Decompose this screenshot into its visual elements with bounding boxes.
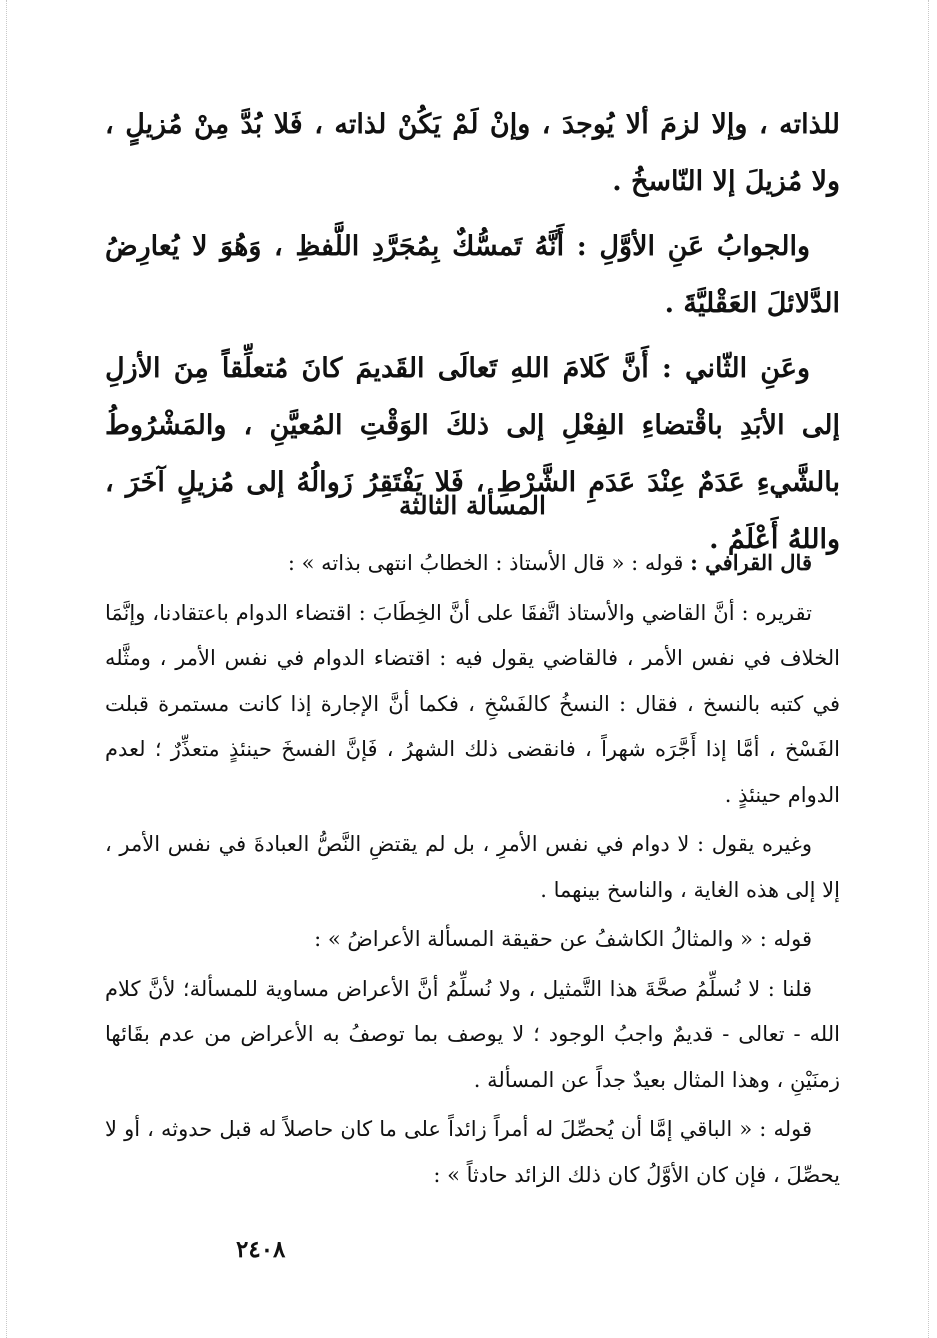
paragraph-2 <box>105 591 840 819</box>
paragraph-5-text: قلنا : لا نُسلِّمُ صحَّةَ هذا التَّمثيل ، ولا نُسلِّمُ أنَّ الأعراض مساوية للمسألة؛ لأنَّ كلام الله - تعالى - قديمٌ واجبُ الوجود ؛ لا يوصف بما توصفُ به الأعراض من عدم بقَائها زمنَيْنِ ، وهذا المثال بعيدٌ جداً عن المسألة . <box>105 976 840 1092</box>
paragraph-1 <box>105 540 840 587</box>
paragraph-5 <box>105 967 840 1104</box>
paragraph-3-text: وغيره يقول : لا دوام في نفس الأمرِ ، بل لم يقتضِ النَّصُّ العبادةَ في نفس الأمر ، إلا إلى هذه الغاية ، والناسخ بينهما . <box>105 832 840 902</box>
paragraph-1-text: قوله : « قال الأستاذ : الخطابُ انتهى بذاته » : <box>287 551 691 575</box>
paragraph-4-text: قوله : « والمثالُ الكاشفُ عن حقيقة المسألة الأعراضُ » : <box>314 927 812 951</box>
scan-edge-left <box>6 0 7 1338</box>
paragraph-6 <box>105 1107 840 1198</box>
section-heading: المسألة الثالثة <box>399 491 546 520</box>
paragraph-1-lead: قال القرافي : <box>690 550 812 575</box>
bold-paragraph-3: وعَنِ الثّاني : أَنَّ كَلامَ اللهِ تَعالَى القَديمَ كانَ مُتعلِّقاً مِنَ الأزلِ إلى الأبَدِ باقْتضاءِ الفِعْلِ إلى ذلكَ الوَقْتِ المُعيَّنِ ، والمَشْرُوطُ بالشَّيءِ عَدَمٌ عِنْدَ عَدَمِ الشَّرْطِ ، فَلا يَفْتَقِرُ زَوالُهُ إلى مُزيلٍ آخَرَ ، واللهُ أَعْلَمُ . <box>105 353 840 555</box>
body-text-section <box>105 540 840 1202</box>
bold-paragraph-1: للذاته ، وإلا لزمَ ألا يُوجدَ ، وإنْ لَمْ يَكُنْ لذاته ، فَلا بُدَّ مِنْ مُزيلٍ ، ولا مُزيلَ إلا النّاسخُ . <box>105 109 840 197</box>
paragraph-2-text: تقريره : أنَّ القاضي والأستاذ اتَّفقَا على أنَّ الخِطَابَ : اقتضاء الدوام باعتقادنا، وإنَّمَا الخلاف في نفس الأمر ، فالقاضي يقول فيه : اقتضاء الدوام في نفس الأمر ، ومثَّله في كتبه بالنسخ ، فقال : النسخُ كالفَسْخِ ، فكما أنَّ الإجارة إذا كانت مستمرة قبلت الفَسْخ ، أمَّا إذا أَجَّرَه شهراً ، فانقضى ذلك الشهرُ ، فَإنَّ الفسخَ حينئذٍ متعذِّرٌ ؛ لعدم الدوام حينئذٍ . <box>105 600 840 807</box>
scan-edge-right <box>928 0 929 1338</box>
bold-paragraph-2: والجوابُ عَنِ الأوَّلِ : أَنَّهُ تَمسُّكٌ بِمُجَرَّدِ اللَّفظِ ، وَهُوَ لا يُعارِضُ الدَّلائلَ العَقْليَّةَ . <box>105 231 840 319</box>
paragraph-3 <box>105 822 840 913</box>
paragraph-4 <box>105 917 840 963</box>
page-number: ٢٤٠٨ <box>236 1236 286 1263</box>
paragraph-6-text: قوله : « الباقي إمَّا أن يُحصِّلَ له أمراً زائداً على ما كان حاصلاً له قبل حدوثه ، أو لا يحصِّلَ ، فإن كان الأوَّلُ كان ذلك الزائد حادثاً » : <box>105 1117 840 1187</box>
